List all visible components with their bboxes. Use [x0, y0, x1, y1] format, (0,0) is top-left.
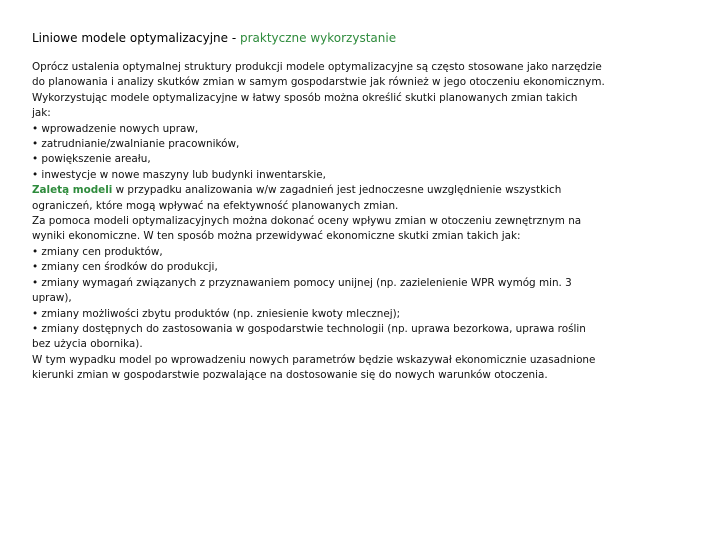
advantage-highlight: Zaletą modeli [32, 184, 113, 197]
conclusion-line: kierunki zmian w gospodarstwie pozwalające na dostosowanie się do nowych warunków otoczenia. [32, 369, 548, 382]
advantage-line: ograniczeń, które mogą wpływać na efektywność planowanych zmian. [32, 199, 399, 212]
intro-line: jak: [32, 107, 51, 120]
external-change-item: • zmiany dostępnych do zastosowania w gospodarstwie technologii (np. uprawa bezorkowa, uprawa roślin [32, 322, 586, 335]
change-item: • inwestycje w nowe maszyny lub budynki inwentarskie, [32, 168, 326, 181]
change-item: • zatrudnianie/zwalnianie pracowników, [32, 138, 240, 151]
external-change-item: bez użycia obornika). [32, 338, 143, 351]
external-change-item: • zmiany cen produktów, [32, 245, 163, 258]
intro-line: do planowania i analizy skutków zmian w samym gospodarstwie jak również w jego otoczeniu ekonomicznym. [32, 76, 605, 89]
change-item: • wprowadzenie nowych upraw, [32, 122, 199, 135]
intro-line: Wykorzystując modele optymalizacyjne w łatwy sposób można określić skutki planowanych zmian takich [32, 91, 578, 104]
slide-body [32, 60, 672, 384]
environment-line: Za pomoca modeli optymalizacyjnych można dokonać oceny wpływu zmian w otoczeniu zewnętrznym na [32, 215, 582, 228]
title-accent: praktyczne wykorzystanie [239, 31, 397, 45]
advantage-rest: w przypadku analizowania w/w zagadnień jest jednoczesne uwzględnienie wszystkich [112, 184, 562, 197]
environment-line: wyniki ekonomiczne. W ten sposób można przewidywać ekonomiczne skutki zmian takich jak: [32, 230, 521, 243]
external-change-item: • zmiany cen środków do produkcji, [32, 261, 218, 274]
title-main: Liniowe modele optymalizacyjne - [32, 31, 240, 45]
advantage-line [32, 183, 672, 198]
intro-line: Oprócz ustalenia optymalnej struktury produkcji modele optymalizacyjne są często stosowane jako narzędzie [32, 61, 602, 73]
slide-content [32, 30, 672, 384]
external-change-item: • zmiany wymagań związanych z przyznawaniem pomocy unijnej (np. zazielenienie WPR wymóg min. 3 [32, 276, 572, 289]
conclusion-line: W tym wypadku model po wprowadzeniu nowych parametrów będzie wskazywał ekonomicznie uzasadnione [32, 353, 596, 366]
slide-title [32, 30, 672, 46]
change-item: • powiększenie areału, [32, 153, 151, 166]
external-change-item: • zmiany możliwości zbytu produktów (np. zniesienie kwoty mlecznej); [32, 307, 401, 320]
external-change-item: upraw), [32, 292, 72, 305]
